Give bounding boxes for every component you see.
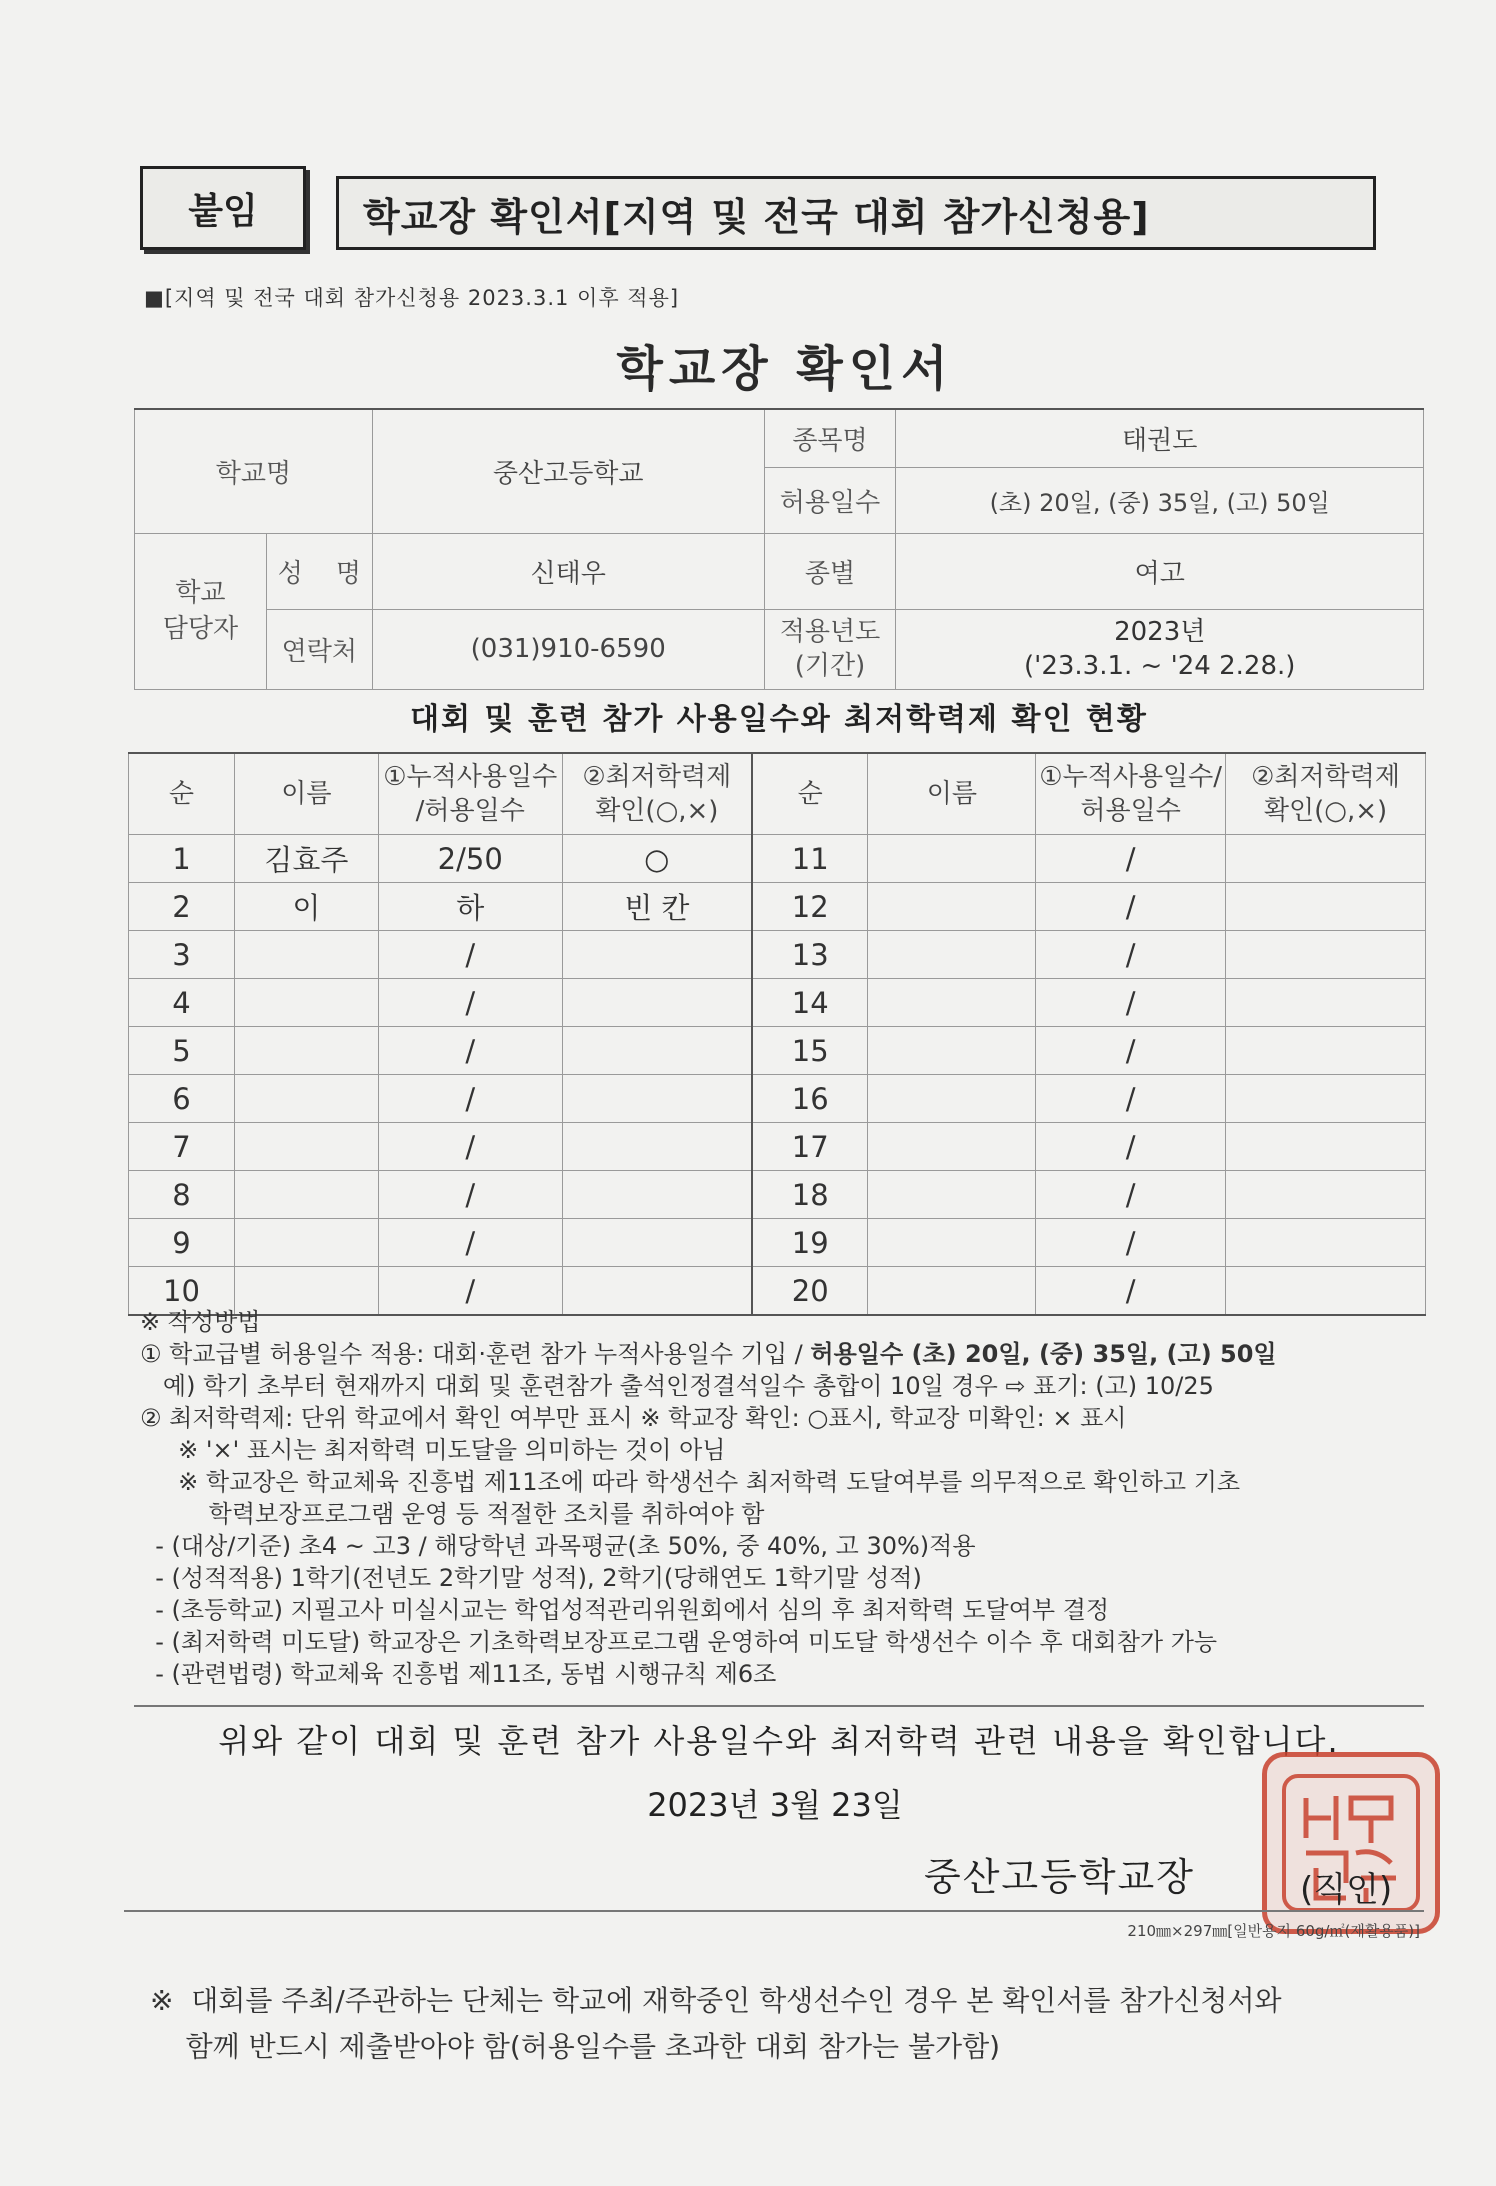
table-cell: ○: [562, 835, 752, 883]
contact-value: (031)910-6590: [372, 609, 764, 689]
table-cell: /: [378, 931, 562, 979]
school-value: 중산고등학교: [372, 409, 764, 533]
table-cell: /: [1036, 1171, 1226, 1219]
allowed-days-value: (초) 20일, (중) 35일, (고) 50일: [896, 467, 1424, 533]
table-cell: /: [1036, 1075, 1226, 1123]
table-cell: 빈 칸: [562, 883, 752, 931]
table-cell: 17: [752, 1123, 868, 1171]
table-cell: 김효주: [234, 835, 378, 883]
sport-label: 종목명: [764, 409, 896, 467]
table-cell: [562, 1075, 752, 1123]
table-cell: 1: [129, 835, 235, 883]
instruction-line: - (성적적용) 1학기(전년도 2학기말 성적), 2학기(당해연도 1학기말 성적): [140, 1564, 922, 1592]
table-cell: [1226, 1123, 1426, 1171]
footer-line: 함께 반드시 제출받아야 함(허용일수를 초과한 대회 참가는 불가함): [150, 2030, 1001, 2063]
instruction-line: [140, 1338, 1450, 1370]
column-header: 이름: [234, 753, 378, 835]
instruction-line: - (관련법령) 학교체육 진흥법 제11조, 동법 시행규칙 제6조: [140, 1660, 777, 1688]
seal-label: (직인): [1300, 1870, 1393, 1910]
table-cell: 19: [752, 1219, 868, 1267]
table-row: [129, 979, 1426, 1027]
instruction-line: 학력보장프로그램 운영 등 적절한 조치를 취하여야 함: [140, 1500, 765, 1528]
info-table: [134, 408, 1424, 690]
usage-table: [128, 752, 1426, 1316]
person-in-charge-label: 학교 담당자: [135, 533, 267, 689]
table-row: [129, 1219, 1426, 1267]
table-cell: /: [378, 979, 562, 1027]
table-cell: 14: [752, 979, 868, 1027]
table-cell: [234, 1123, 378, 1171]
footer-note: [150, 1978, 1450, 2070]
table-cell: /: [1036, 1219, 1226, 1267]
attachment-label: 붙임: [140, 166, 306, 250]
column-header: 순: [752, 753, 868, 835]
table-cell: [562, 1171, 752, 1219]
table-cell: /: [1036, 931, 1226, 979]
contact-label: 연락처: [266, 609, 372, 689]
table-cell: 7: [129, 1123, 235, 1171]
table-cell: [562, 979, 752, 1027]
school-label: 학교명: [135, 409, 373, 533]
category-label: 종별: [764, 533, 896, 609]
column-header: ②최저학력제 확인(○,×): [1226, 753, 1426, 835]
paper-spec: 210㎜×297㎜[일반용지 60g/㎡(재활용품)]: [1127, 1922, 1420, 1940]
table-cell: /: [1036, 979, 1226, 1027]
table-cell: [234, 1219, 378, 1267]
table-cell: /: [378, 1267, 562, 1316]
year-value: 2023년: [1114, 617, 1206, 647]
table-cell: [868, 1075, 1036, 1123]
table-cell: [562, 1123, 752, 1171]
table-cell: 6: [129, 1075, 235, 1123]
name-value: 신태우: [372, 533, 764, 609]
table-cell: [1226, 979, 1426, 1027]
principal-title: 중산고등학교장: [924, 1855, 1195, 1899]
table-cell: /: [1036, 1267, 1226, 1316]
table-cell: 11: [752, 835, 868, 883]
column-header: ②최저학력제 확인(○,×): [562, 753, 752, 835]
table-cell: [234, 1171, 378, 1219]
instruction-line: - (초등학교) 지필고사 미실시교는 학업성적관리위원회에서 심의 후 최저학력 도달여부 결정: [140, 1596, 1110, 1624]
instruction-line: - (최저학력 미도달) 학교장은 기초학력보장프로그램 운영하여 미도달 학생선수 이수 후 대회참가 가능: [140, 1628, 1218, 1656]
category-value: 여고: [896, 533, 1424, 609]
instruction-line: ※ '×' 표시는 최저학력 미도달을 의미하는 것이 아님: [140, 1436, 726, 1464]
table-cell: 하: [378, 883, 562, 931]
table-cell: [562, 931, 752, 979]
table-cell: [234, 1027, 378, 1075]
table-cell: 2: [129, 883, 235, 931]
name-label: 성 명: [266, 533, 372, 609]
table-cell: [234, 979, 378, 1027]
year-cell: [896, 609, 1424, 689]
table-cell: [1226, 1219, 1426, 1267]
table-row: [129, 835, 1426, 883]
table-cell: 4: [129, 979, 235, 1027]
table-cell: 9: [129, 1219, 235, 1267]
table-cell: 18: [752, 1171, 868, 1219]
table-cell: [1226, 1075, 1426, 1123]
table-cell: /: [1036, 883, 1226, 931]
table-row: [129, 1123, 1426, 1171]
column-header: 이름: [868, 753, 1036, 835]
divider: [124, 1910, 1424, 1912]
table-cell: /: [378, 1171, 562, 1219]
allowed-days-emphasis: 허용일수 (초) 20일, (중) 35일, (고) 50일: [810, 1340, 1277, 1368]
applicability-note: ■[지역 및 전국 대회 참가신청용 2023.3.1 이후 적용]: [144, 286, 680, 310]
table-cell: [868, 979, 1036, 1027]
table-cell: [868, 1027, 1036, 1075]
table-cell: 12: [752, 883, 868, 931]
instruction-text: ① 학교급별 허용일수 적용: 대회·훈련 참가 누적사용일수 기입 /: [140, 1340, 811, 1368]
table-cell: 이: [234, 883, 378, 931]
table-cell: [562, 1219, 752, 1267]
instruction-line: 예) 학기 초부터 현재까지 대회 및 훈련참가 출석인정결석일수 총합이 10일 경우 ⇨ 표기: (고) 10/25: [140, 1372, 1214, 1400]
table-cell: [868, 835, 1036, 883]
document-title: 학교장 확인서: [616, 341, 954, 397]
table-cell: [1226, 1027, 1426, 1075]
table-cell: 5: [129, 1027, 235, 1075]
table-cell: [868, 931, 1036, 979]
instructions: [140, 1306, 1450, 1690]
footer-line: ※ 대회를 주최/주관하는 단체는 학교에 재학중인 학생선수인 경우 본 확인서를 참가신청서와: [150, 1984, 1282, 2017]
table-row: [129, 883, 1426, 931]
table-row: [129, 1075, 1426, 1123]
table-cell: /: [378, 1027, 562, 1075]
table-cell: 2/50: [378, 835, 562, 883]
column-header: ①누적사용일수 /허용일수: [378, 753, 562, 835]
divider: [134, 1705, 1424, 1707]
table-cell: [1226, 1171, 1426, 1219]
table-cell: [1226, 835, 1426, 883]
table-cell: [562, 1027, 752, 1075]
instruction-line: - (대상/기준) 초4 ~ 고3 / 해당학년 과목평균(초 50%, 중 40%, 고 30%)적용: [140, 1532, 976, 1560]
table-row: [129, 1027, 1426, 1075]
instructions-heading: ※ 작성방법: [140, 1308, 261, 1336]
table-cell: [868, 883, 1036, 931]
period-value: ('23.3.1. ~ '24 2.28.): [1024, 651, 1296, 681]
table-cell: [1226, 883, 1426, 931]
confirmation-statement: 위와 같이 대회 및 훈련 참가 사용일수와 최저학력 관련 내용을 확인합니다.: [218, 1722, 1340, 1760]
table-cell: /: [378, 1123, 562, 1171]
table-cell: [1226, 931, 1426, 979]
allowed-days-label: 허용일수: [764, 467, 896, 533]
instruction-line: ※ 학교장은 학교체육 진흥법 제11조에 따라 학생선수 최저학력 도달여부를 의무적으로 확인하고 기초: [140, 1468, 1241, 1496]
table-cell: [868, 1171, 1036, 1219]
summary-title: 대회 및 훈련 참가 사용일수와 최저학력제 확인 현황: [410, 702, 1148, 737]
table-cell: 3: [129, 931, 235, 979]
table-cell: /: [1036, 1123, 1226, 1171]
table-cell: [868, 1123, 1036, 1171]
table-cell: /: [1036, 835, 1226, 883]
table-cell: [234, 1075, 378, 1123]
table-cell: 10: [129, 1267, 235, 1316]
table-row: [129, 931, 1426, 979]
table-cell: /: [1036, 1027, 1226, 1075]
table-cell: [234, 931, 378, 979]
form-title: 학교장 확인서[지역 및 전국 대회 참가신청용]: [336, 176, 1376, 250]
table-cell: 15: [752, 1027, 868, 1075]
year-label: 적용년도 (기간): [764, 609, 896, 689]
sport-value: 태권도: [896, 409, 1424, 467]
table-cell: 16: [752, 1075, 868, 1123]
table-cell: [868, 1219, 1036, 1267]
table-cell: /: [378, 1075, 562, 1123]
table-row: [129, 1171, 1426, 1219]
issue-date: 2023년 3월 23일: [647, 1786, 903, 1824]
table-cell: 20: [752, 1267, 868, 1316]
table-cell: 13: [752, 931, 868, 979]
table-cell: 8: [129, 1171, 235, 1219]
column-header: ①누적사용일수/ 허용일수: [1036, 753, 1226, 835]
table-cell: /: [378, 1219, 562, 1267]
instruction-line: ② 최저학력제: 단위 학교에서 확인 여부만 표시 ※ 학교장 확인: ○표시, 학교장 미확인: × 표시: [140, 1404, 1127, 1432]
column-header: 순: [129, 753, 235, 835]
